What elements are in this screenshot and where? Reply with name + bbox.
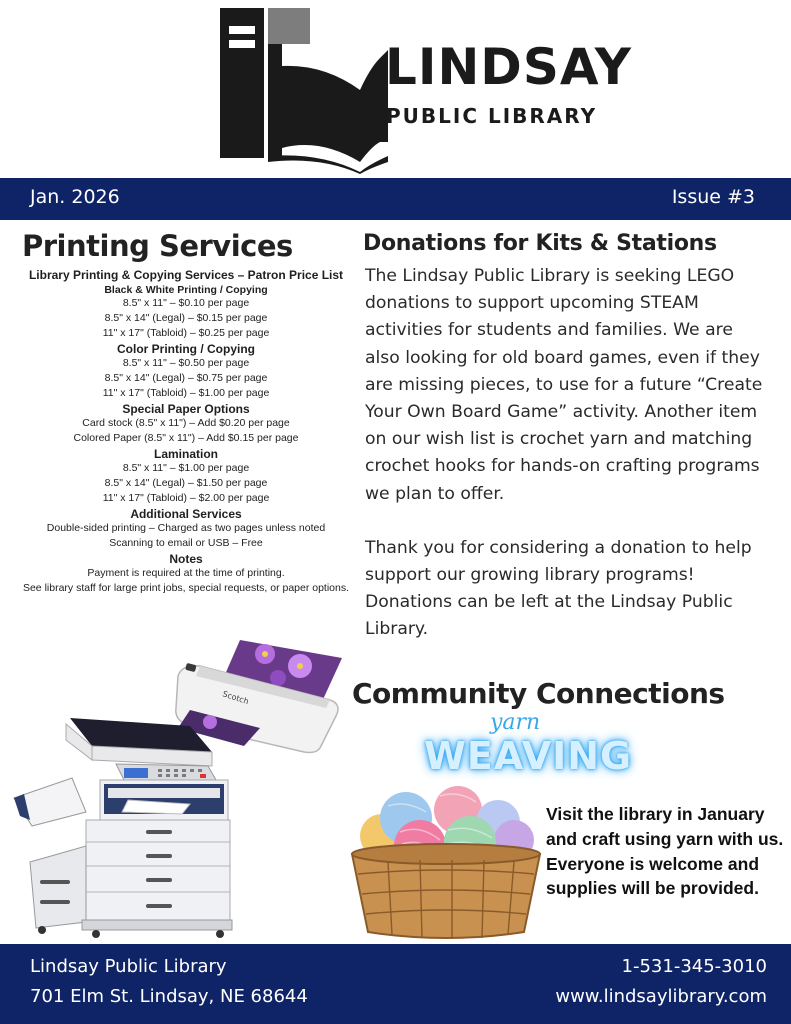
section-heading: Color Printing / Copying bbox=[117, 342, 255, 356]
price-line: 11" x 17" (Tabloid) – $2.00 per page bbox=[102, 492, 270, 504]
event-description: Visit the library in January and craft using yarn with us. Everyone is welcome and supplies will be provided. bbox=[546, 804, 784, 899]
note-line: See library staff for large print jobs, special requests, or paper options. bbox=[22, 582, 350, 594]
printing-services-heading: Printing Services bbox=[22, 229, 293, 263]
note-line: Payment is required at the time of printing. bbox=[87, 567, 285, 579]
section-heading: Notes bbox=[169, 552, 203, 566]
logo-name: LINDSAY bbox=[385, 38, 632, 96]
price-line: 8.5" x 14" (Legal) – $1.50 per page bbox=[104, 477, 268, 489]
price-line: Colored Paper (8.5" x 11") – Add $0.15 per page bbox=[73, 432, 299, 444]
footer-website[interactable]: www.lindsaylibrary.com bbox=[555, 986, 767, 1007]
section-heading: Special Paper Options bbox=[122, 402, 250, 416]
donations-paragraph-2: Thank you for considering a donation to help support our growing library programs! Donations can be left at the Lindsay Public Library. bbox=[365, 537, 752, 640]
price-line: 8.5" x 11" – $0.10 per page bbox=[122, 297, 250, 309]
footer bbox=[0, 944, 791, 1024]
logo-subtitle: PUBLIC LIBRARY bbox=[386, 104, 598, 128]
price-list bbox=[16, 268, 356, 596]
donations-body bbox=[365, 263, 770, 671]
price-line: 8.5" x 11" – $0.50 per page bbox=[122, 357, 250, 369]
price-line: 11" x 17" (Tabloid) – $1.00 per page bbox=[102, 387, 270, 399]
issue-banner bbox=[0, 178, 791, 220]
price-line: Card stock (8.5" x 11") – Add $0.20 per page bbox=[82, 417, 290, 429]
price-line: Scanning to email or USB – Free bbox=[109, 537, 263, 549]
price-line: 8.5" x 14" (Legal) – $0.75 per page bbox=[104, 372, 268, 384]
donations-paragraph-1: The Lindsay Public Library is seeking LEGO donations to support upcoming STEAM activities for students and families. We are also looking for old board games, even if they are missing pieces, to use for a future “Create Your Own Board Game” activity. Another item on our wish list is crochet yarn and matching crochet hooks for hands-on crafting programs we plan to offer. bbox=[365, 266, 763, 504]
community-heading: Community Connections bbox=[352, 677, 725, 710]
copier-image bbox=[12, 716, 240, 942]
price-line: 8.5" x 11" – $1.00 per page bbox=[122, 462, 250, 474]
yarn-basket-image bbox=[348, 784, 544, 944]
footer-library-name: Lindsay Public Library bbox=[30, 956, 227, 977]
footer-phone[interactable]: 1-531-345-3010 bbox=[621, 956, 767, 977]
price-line: 11" x 17" (Tabloid) – $0.25 per page bbox=[102, 327, 270, 339]
laminator-brand: Scotch bbox=[221, 689, 250, 707]
price-line: Double-sided printing – Charged as two pages unless noted bbox=[46, 522, 326, 534]
event-title-neon: WEAVING bbox=[424, 734, 633, 778]
issue-number: Issue #3 bbox=[671, 186, 755, 208]
donations-heading: Donations for Kits & Stations bbox=[363, 231, 717, 256]
footer-address: 701 Elm St. Lindsay, NE 68644 bbox=[30, 986, 308, 1007]
issue-date: Jan. 2026 bbox=[30, 186, 120, 208]
price-line: 8.5" x 14" (Legal) – $0.15 per page bbox=[104, 312, 268, 324]
section-heading: Black & White Printing / Copying bbox=[104, 284, 268, 296]
section-heading: Lamination bbox=[153, 447, 218, 461]
section-heading: Additional Services bbox=[130, 507, 242, 521]
event-title-small: yarn bbox=[490, 710, 541, 735]
price-list-title: Library Printing & Copying Services – Patron Price List bbox=[28, 268, 344, 282]
